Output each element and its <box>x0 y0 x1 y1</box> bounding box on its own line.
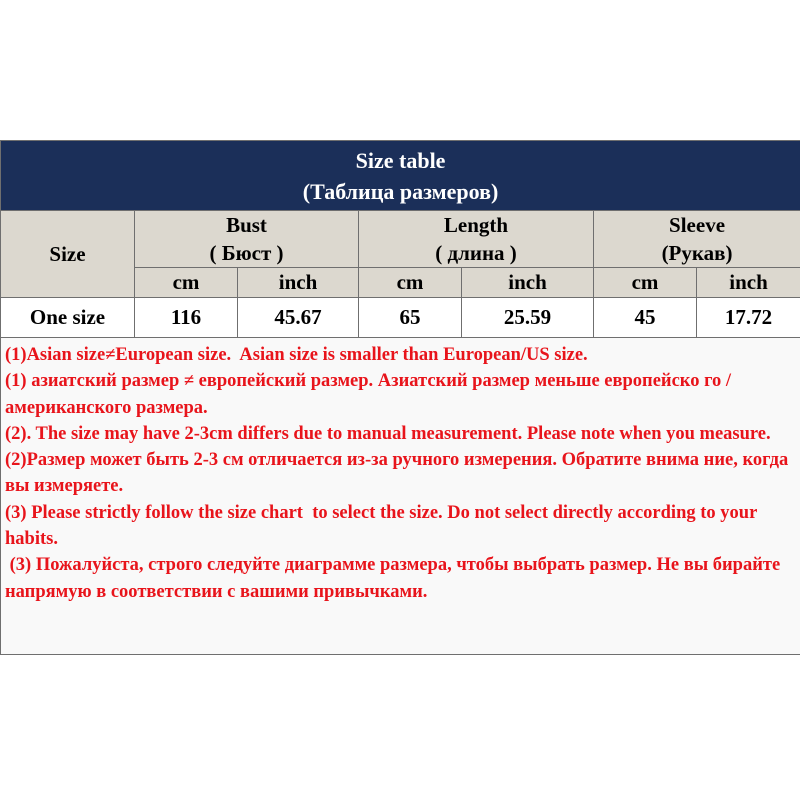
table-row <box>1 298 800 338</box>
table-cell: 17.72 <box>697 298 800 338</box>
note-text: (3) Please strictly follow the size chart to select the size. Do not select directly according to your habits. <box>5 502 762 550</box>
table-cell: 45 <box>594 298 697 338</box>
note-text: (2). The size may have 2-3cm differs due to manual measurement. Please note when you measure. <box>5 423 771 444</box>
unit-cell: cm <box>359 268 462 298</box>
table-title-line2: (Таблица размеров) <box>302 178 499 204</box>
sleeve-header <box>594 211 800 268</box>
note-text: (1) азиатский размер ≠ европейский размер. Азиатский размер меньше европейско го / американского размера. <box>5 371 736 418</box>
table-cell: 45.67 <box>238 298 359 338</box>
table-cell: 116 <box>135 298 238 338</box>
note-text: (3) Пожалуйста, строго следуйте диаграмме размера, чтобы выбрать размер. Не вы бирайте напрямую в соответствии с вашими привычками. <box>5 555 785 602</box>
table-cell: 25.59 <box>462 298 594 338</box>
header-row <box>1 211 800 268</box>
size-value: One size <box>1 298 135 338</box>
sleeve-header-name: Sleeve <box>669 213 726 237</box>
notes-row <box>1 338 800 655</box>
note-text: (2)Размер может быть 2-3 см отличается из-за ручного измерения. Обратите внима ние, когда вы измеряете. <box>5 450 793 497</box>
unit-cell: inch <box>238 268 359 298</box>
length-header-name: Length <box>443 213 509 237</box>
unit-cell: inch <box>462 268 594 298</box>
length-header <box>359 211 594 268</box>
table-title <box>1 141 800 211</box>
notes-box <box>1 338 800 655</box>
unit-cell: inch <box>697 268 800 298</box>
bust-header-name: Bust <box>226 213 267 237</box>
size-header: Size <box>1 211 135 298</box>
unit-cell: cm <box>594 268 697 298</box>
note-text: (1)Asian size≠European size. Asian size is smaller than European/US size. <box>5 345 588 365</box>
length-header-sub: ( длина ) <box>435 241 517 265</box>
size-table <box>0 140 800 655</box>
title-row <box>1 141 800 211</box>
table-cell: 65 <box>359 298 462 338</box>
bust-header <box>135 211 359 268</box>
sleeve-header-sub: (Рукав) <box>661 241 733 265</box>
unit-cell: cm <box>135 268 238 298</box>
table-title-line1: Size table <box>355 147 446 173</box>
bust-header-sub: ( Бюст ) <box>209 241 284 265</box>
